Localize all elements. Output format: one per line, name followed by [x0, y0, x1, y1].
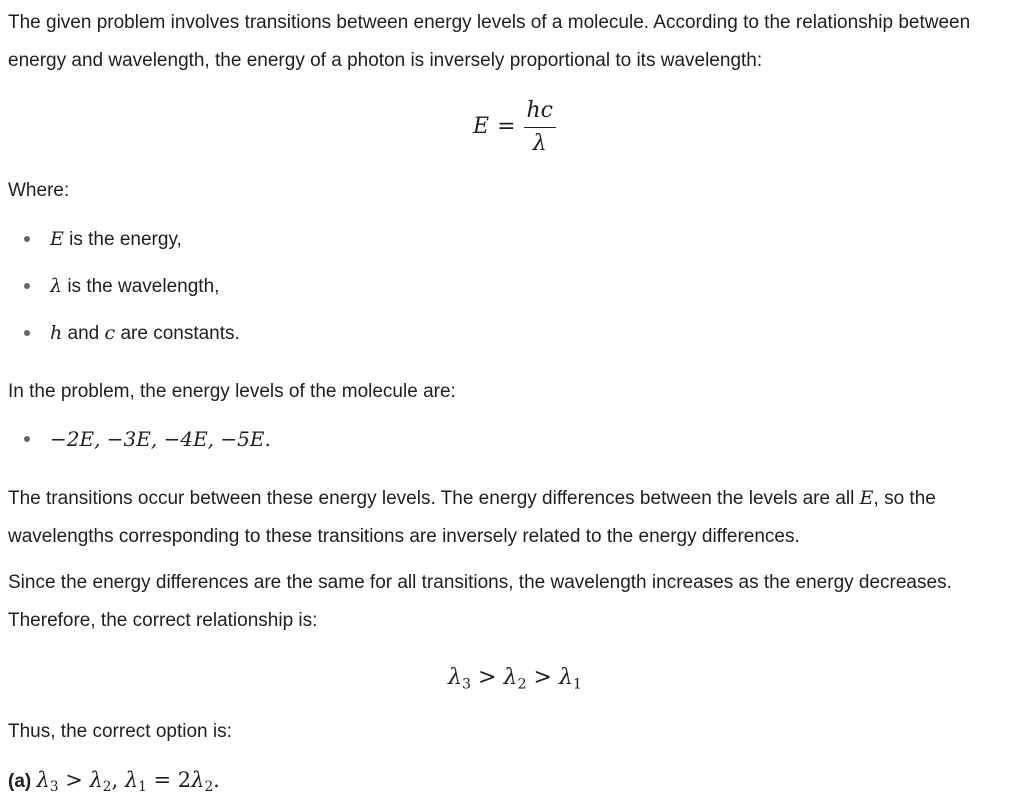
- energy-levels-list: [8, 420, 271, 459]
- greater-than: >: [471, 665, 504, 690]
- subscript-2: 2: [517, 676, 527, 693]
- energy-levels: −2E, −3E, −4E, −5E.: [50, 427, 271, 451]
- answer-lambda: λ: [191, 768, 205, 792]
- since-paragraph: Since the energy differences are the same for all transitions, the wavelength increases as the energy decreases. Therefore, the correct relationship is:: [8, 572, 952, 631]
- answer-lambda: λ: [124, 768, 139, 792]
- answer-subscript: 2: [204, 779, 214, 796]
- list-item: [8, 420, 271, 459]
- definition-text: is the wavelength,: [62, 276, 220, 297]
- answer-subscript: 3: [49, 779, 59, 796]
- list-item: [8, 220, 240, 267]
- symbol-light-speed: c: [104, 322, 116, 344]
- formula-lhs: E: [473, 114, 490, 139]
- answer-lambda: λ: [89, 768, 103, 792]
- lambda-1: λ: [558, 665, 573, 690]
- answer-line: [8, 761, 220, 806]
- definition-text: are constants.: [115, 323, 240, 344]
- formula-numerator: hc: [524, 97, 557, 128]
- bullet-icon: [24, 436, 30, 442]
- levels-intro-paragraph: In the problem, the energy levels of the molecule are:: [8, 381, 456, 402]
- definition-text: and: [62, 323, 105, 344]
- answer-operator: >: [58, 768, 90, 792]
- answer-lambda: λ: [36, 768, 50, 792]
- answer-subscript: 1: [138, 779, 147, 796]
- symbol-energy-inline: E: [859, 487, 874, 509]
- formula-equals: =: [497, 114, 516, 139]
- answer-separator: ,: [111, 768, 125, 792]
- lambda-2: λ: [503, 665, 518, 690]
- list-item: [8, 267, 240, 314]
- transitions-paragraph: [8, 479, 1018, 556]
- subscript-1: 1: [572, 676, 583, 693]
- wavelength-relationship: [448, 658, 582, 703]
- formula-denominator: λ: [532, 130, 547, 156]
- answer-period: .: [213, 768, 220, 792]
- bullet-icon: [24, 236, 30, 242]
- energy-formula: [473, 92, 556, 162]
- transitions-text-b: , so the wavelengths corresponding to these transitions are inversely related to the energy differences.: [8, 488, 936, 547]
- definition-text: is the energy,: [63, 229, 182, 250]
- where-label: Where:: [8, 180, 70, 201]
- answer-operator: = 2: [146, 768, 192, 792]
- subscript-3: 3: [461, 676, 472, 693]
- symbol-planck: h: [50, 322, 63, 344]
- answer-label: (a): [8, 771, 32, 792]
- transitions-text-a: The transitions occur between these energy levels. The energy differences between the levels are all: [8, 488, 855, 509]
- lambda-3: λ: [448, 665, 462, 690]
- thus-paragraph: Thus, the correct option is:: [8, 721, 232, 742]
- list-item: [8, 314, 240, 361]
- intro-paragraph: The given problem involves transitions between energy levels of a molecule. According to the relationship between energy and wavelength, the energy of a photon is inversely proportional to its wavelength:: [8, 12, 971, 71]
- greater-than: >: [526, 665, 559, 690]
- symbol-energy: E: [50, 228, 64, 250]
- bullet-icon: [24, 283, 30, 289]
- formula-fraction: [524, 97, 557, 158]
- symbol-wavelength: λ: [50, 275, 63, 297]
- definitions-list: [8, 220, 240, 361]
- bullet-icon: [24, 330, 30, 336]
- answer-subscript: 2: [102, 779, 112, 796]
